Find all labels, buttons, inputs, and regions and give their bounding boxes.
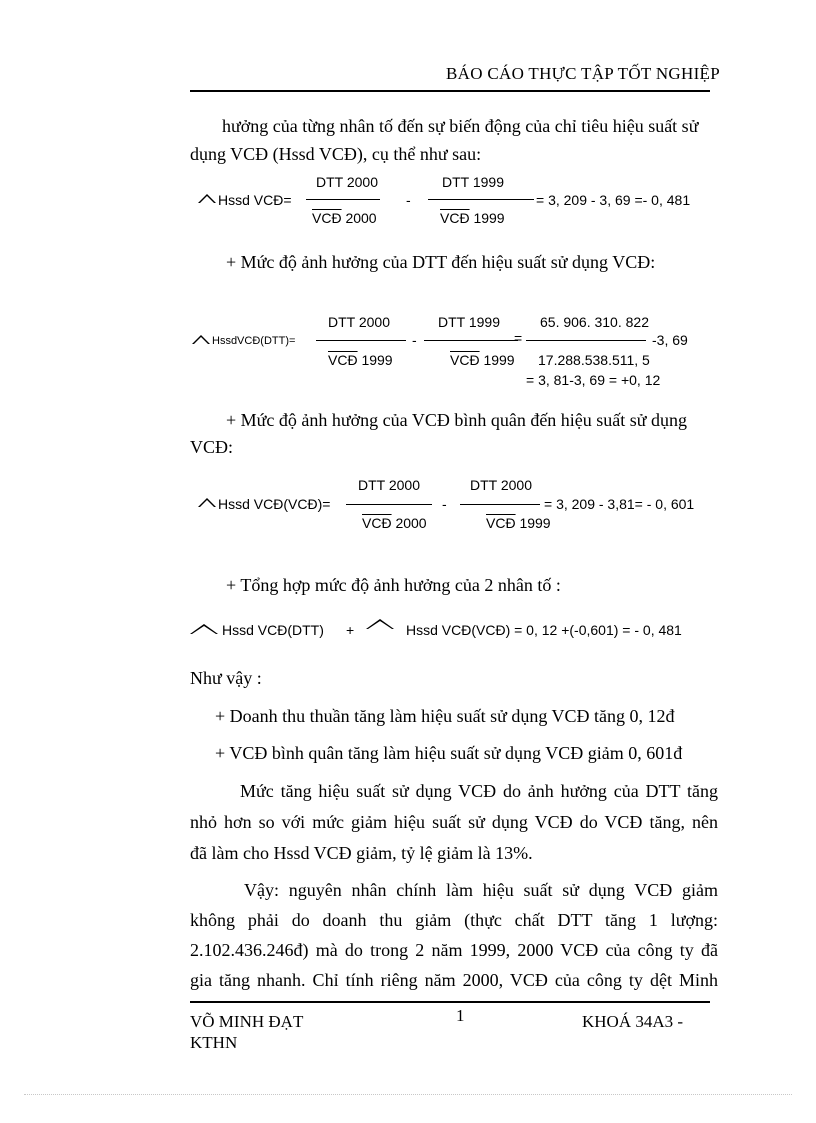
formula2-numerator-3: 65. 906. 310. 822 (540, 314, 649, 330)
section-total-heading: + Tổng hợp mức độ ảnh hưởng của 2 nhân tố : (226, 575, 561, 595)
footer-class: KHOÁ 34A3 - (582, 1012, 684, 1031)
formula2-denominator-1: $\overline{VCĐ}$ (328, 352, 358, 368)
paragraph-2-line-2: không phải do doanh thu giảm (thực chất DTT tăng 1 lượng: (190, 910, 718, 930)
delta-triangle-icon (190, 624, 218, 634)
delta-triangle-icon (366, 619, 394, 629)
formula2-result: = 3, 81-3, 69 = +0, 12 (526, 372, 661, 388)
formula2-fraction-line-2 (424, 340, 518, 341)
formula2-denominator-2-year: 1999 (483, 352, 515, 368)
formula1-numerator-1: DTT 2000 (316, 174, 378, 190)
footer-page-number: 1 (456, 1006, 465, 1025)
formula2-fraction-line-1 (316, 340, 406, 341)
formula3-minus: - (442, 496, 447, 512)
formula2-equals: = (514, 330, 523, 346)
intro-line-2: dụng VCĐ (Hssd VCĐ), cụ thể như sau: (190, 144, 482, 164)
formula4-plus: + (346, 622, 355, 638)
formula2-lhs: HssdVCĐ(DTT)= (212, 335, 296, 347)
formula2-denominator-2: $\overline{VCĐ}$ (450, 352, 480, 368)
paragraph-1-line-1: Mức tăng hiệu suất sử dụng VCĐ do ảnh hưởng của DTT tăng (240, 781, 718, 801)
formula1-minus: - (406, 192, 411, 208)
formula2-fraction-line-3 (526, 340, 646, 341)
header-rule (190, 90, 710, 92)
formula2-numerator-1: DTT 2000 (328, 314, 390, 330)
formula1-denominator-2: $\overline{VCĐ}$ (440, 210, 470, 226)
delta-triangle-icon (198, 194, 216, 203)
formula2-minus: - (412, 332, 417, 348)
formula2-denominator-1-year: 1999 (361, 352, 393, 368)
formula3-fraction-line-1 (346, 504, 432, 505)
formula1-numerator-2: DTT 1999 (442, 174, 504, 190)
paragraph-2-line-1: Vậy: nguyên nhân chính làm hiệu suất sử dụng VCĐ giảm (244, 880, 718, 900)
paragraph-1-line-3: đã làm cho Hssd VCĐ giảm, tỷ lệ giảm là 13%. (190, 843, 533, 863)
formula3-numerator-1: DTT 2000 (358, 477, 420, 493)
page-header-title: BÁO CÁO THỰC TẬP TỐT NGHIỆP (446, 64, 720, 83)
formula1-lhs: Hssd VCĐ= (218, 192, 292, 208)
formula1-denominator-2-year: 1999 (473, 210, 505, 226)
footer-rule (190, 1001, 710, 1003)
formula2-tail: -3, 69 (652, 332, 688, 348)
formula1-denominator-1-year: 2000 (345, 210, 377, 226)
delta-triangle-icon (192, 335, 210, 344)
section-vcd-heading-line-2: VCĐ: (190, 437, 234, 457)
formula3-denominator-1: $\overline{VCĐ}$ (362, 515, 392, 531)
page-edge-dotted-line (24, 1094, 792, 1095)
delta-triangle-icon (198, 498, 216, 507)
paragraph-2-line-4: gia tăng nhanh. Chỉ tính riêng năm 2000, VCĐ của công ty dệt Minh (190, 970, 718, 990)
paragraph-1-line-2: nhỏ hơn so với mức giảm hiệu suất sử dụng VCĐ do VCĐ tăng, nên (190, 812, 718, 832)
conclusion-label: Như vậy : (190, 668, 262, 688)
formula1-fraction-line-1 (306, 199, 380, 200)
formula4-part-2: Hssd VCĐ(VCĐ) = 0, 12 +(-0,601) = - 0, 481 (406, 622, 682, 638)
section-dtt-heading: + Mức độ ảnh hưởng của DTT đến hiệu suất sử dụng VCĐ: (226, 252, 656, 272)
section-vcd-heading-line-1: + Mức độ ảnh hưởng của VCĐ bình quân đến hiệu suất sử dụng (226, 410, 688, 430)
footer-author: VÕ MINH ĐẠT (190, 1012, 304, 1031)
formula3-lhs: Hssd VCĐ(VCĐ)= (218, 496, 331, 512)
formula1-denominator-1: $\overline{VCĐ}$ (312, 210, 342, 226)
formula3-denominator-1-year: 2000 (395, 515, 427, 531)
conclusion-bullet-1: + Doanh thu thuần tăng làm hiệu suất sử dụng VCĐ tăng 0, 12đ (215, 706, 675, 726)
formula3-result: = 3, 209 - 3,81= - 0, 601 (544, 496, 695, 512)
formula3-denominator-2-year: 1999 (519, 515, 551, 531)
footer-author-line-2: KTHN (190, 1033, 238, 1052)
formula1-result: = 3, 209 - 3, 69 =- 0, 481 (536, 192, 691, 208)
formula3-numerator-2: DTT 2000 (470, 477, 532, 493)
formula2-numerator-2: DTT 1999 (438, 314, 500, 330)
formula4-part-1: Hssd VCĐ(DTT) (222, 622, 324, 638)
paragraph-2-line-3: 2.102.436.246đ) mà do trong 2 năm 1999, 2000 VCĐ của công ty đã (190, 940, 718, 960)
formula3-fraction-line-2 (460, 504, 540, 505)
conclusion-bullet-2: + VCĐ bình quân tăng làm hiệu suất sử dụng VCĐ giảm 0, 601đ (215, 743, 683, 763)
formula1-fraction-line-2 (428, 199, 534, 200)
formula3-denominator-2: $\overline{VCĐ}$ (486, 515, 516, 531)
formula2-denominator-3: 17.288.538.511, 5 (538, 352, 650, 368)
intro-line-1: hưởng của từng nhân tố đến sự biến động của chỉ tiêu hiệu suất sử (222, 116, 699, 136)
